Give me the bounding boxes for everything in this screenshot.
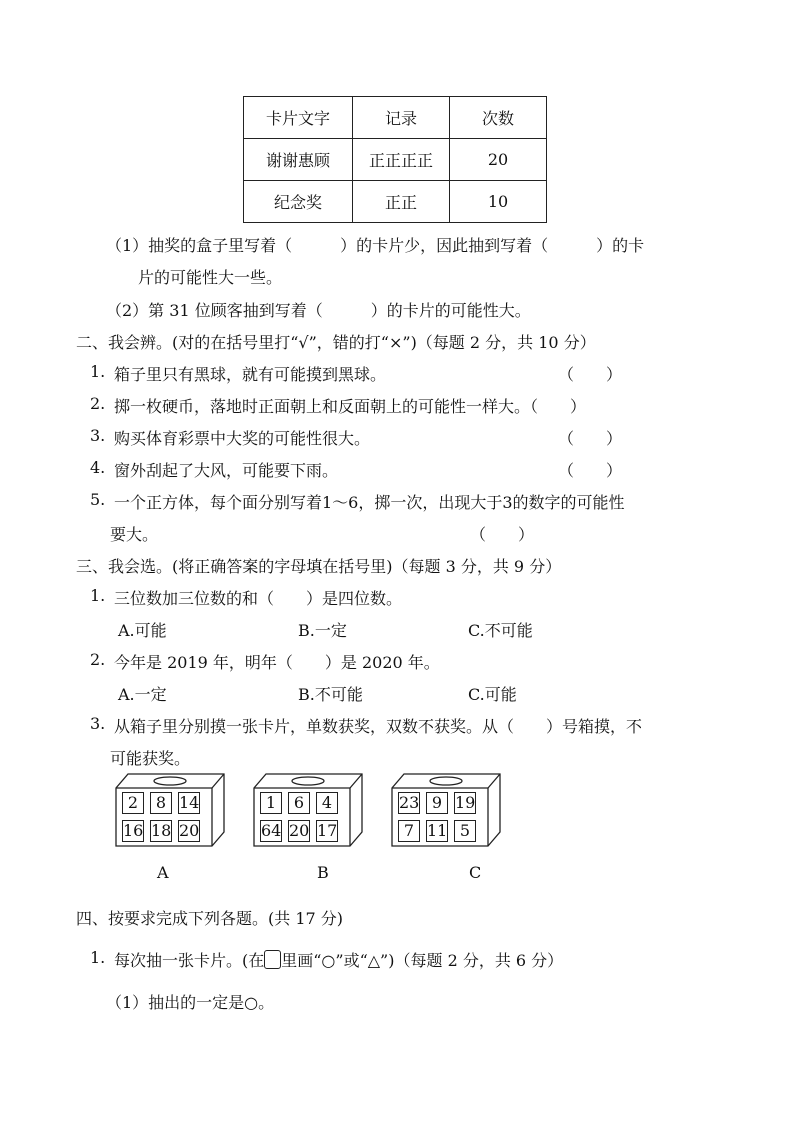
item-number: 3.	[90, 714, 106, 733]
card-number: 9	[426, 792, 448, 814]
option-a: A.可能	[118, 621, 167, 640]
item-text: 窗外刮起了大风，可能要下雨。	[114, 461, 339, 480]
square-box-icon	[264, 950, 281, 969]
card-number: 23	[399, 793, 420, 812]
item-number: 2.	[90, 394, 106, 413]
item-number: 2.	[90, 650, 106, 669]
card-number: 14	[179, 793, 200, 812]
box-label: B	[317, 863, 329, 882]
card-number: 19	[455, 793, 476, 812]
item-text: 今年是 2019 年，明年（ ）是 2020 年。	[114, 653, 440, 672]
table-header: 次数	[450, 97, 547, 139]
section-2-title: 二、我会辨。(对的在括号里打“√”，错的打“×”)（每题 2 分，共 10 分）	[76, 333, 596, 352]
card-number: 20	[179, 821, 200, 840]
table-cell: 正正	[353, 181, 450, 223]
card-number: 20	[289, 821, 310, 840]
table-header: 卡片文字	[244, 97, 353, 139]
option-b: B.不可能	[298, 685, 363, 704]
card-number: 2	[122, 792, 144, 814]
option-b: B.一定	[298, 621, 347, 640]
table-header-row	[244, 97, 547, 139]
item-number: 1.	[90, 948, 106, 967]
card-number: 16	[123, 821, 144, 840]
question-2: （2）第 31 位顾客抽到写着（ ）的卡片的可能性大。	[106, 301, 531, 320]
card-number: 18	[151, 821, 172, 840]
instruction-pre: 每次抽一张卡片。(在	[114, 951, 265, 970]
card-box-c	[390, 772, 502, 848]
item-text-cont: 可能获奖。	[110, 749, 191, 768]
table-cell: 谢谢惠顾	[244, 139, 353, 181]
item-text: 三位数加三位数的和（ ）是四位数。	[114, 589, 403, 608]
answer-paren: （ ）	[470, 525, 535, 544]
question-1-line2: 片的可能性大一些。	[138, 268, 283, 287]
card-number: 6	[288, 792, 310, 814]
option-a: A.一定	[118, 685, 167, 704]
answer-paren: （ ）	[558, 429, 623, 448]
section-4-title: 四、按要求完成下列各题。(共 17 分)	[76, 909, 344, 928]
item-text: 购买体育彩票中大奖的可能性很大。	[114, 429, 371, 448]
answer-paren: （ ）	[558, 461, 623, 480]
item-number: 3.	[90, 426, 106, 445]
card-number: 11	[427, 821, 448, 840]
card-number: 5	[454, 820, 476, 842]
item-text: 箱子里只有黑球，就有可能摸到黑球。	[114, 365, 387, 384]
table-cell: 正正正正	[353, 139, 450, 181]
item-number: 5.	[90, 490, 106, 509]
item-text	[114, 948, 563, 971]
table-row	[244, 181, 547, 223]
card-number: 8	[150, 792, 172, 814]
table-cell: 纪念奖	[244, 181, 353, 223]
section-3-title: 三、我会选。(将正确答案的字母填在括号里)（每题 3 分，共 9 分）	[76, 557, 562, 576]
card-number: 17	[317, 821, 338, 840]
item-text: 掷一枚硬币，落地时正面朝上和反面朝上的可能性一样大。（ ）	[114, 397, 587, 416]
item-text: 一个正方体，每个面分别写着1～6，掷一次，出现大于3的数字的可能性	[114, 493, 625, 512]
instruction-post: 里画“○”或“△”)（每题 2 分，共 6 分）	[281, 951, 564, 970]
table-row	[244, 139, 547, 181]
card-number: 64	[261, 821, 282, 840]
option-c: C.不可能	[468, 621, 533, 640]
table-header: 记录	[353, 97, 450, 139]
answer-paren: （ ）	[558, 365, 623, 384]
card-number: 4	[316, 792, 338, 814]
question-1-line1: （1）抽奖的盒子里写着（ ）的卡片少，因此抽到写着（ ）的卡	[106, 236, 645, 255]
item-text: 从箱子里分别摸一张卡片，单数获奖，双数不获奖。从（ ）号箱摸，不	[114, 717, 643, 736]
box-label: C	[469, 863, 482, 882]
card-box-b	[252, 772, 364, 848]
card-number: 7	[398, 820, 420, 842]
table-cell: 20	[450, 139, 547, 181]
item-number: 1.	[90, 362, 106, 381]
item-text-cont: 要大。	[110, 525, 159, 544]
option-c: C.可能	[468, 685, 517, 704]
item-number: 1.	[90, 586, 106, 605]
box-label: A	[157, 863, 169, 882]
table-cell: 10	[450, 181, 547, 223]
item-number: 4.	[90, 458, 106, 477]
card-box-a	[114, 772, 226, 848]
sub-question-1: （1）抽出的一定是○。	[106, 993, 275, 1012]
record-table	[243, 96, 547, 223]
card-number: 1	[260, 792, 282, 814]
